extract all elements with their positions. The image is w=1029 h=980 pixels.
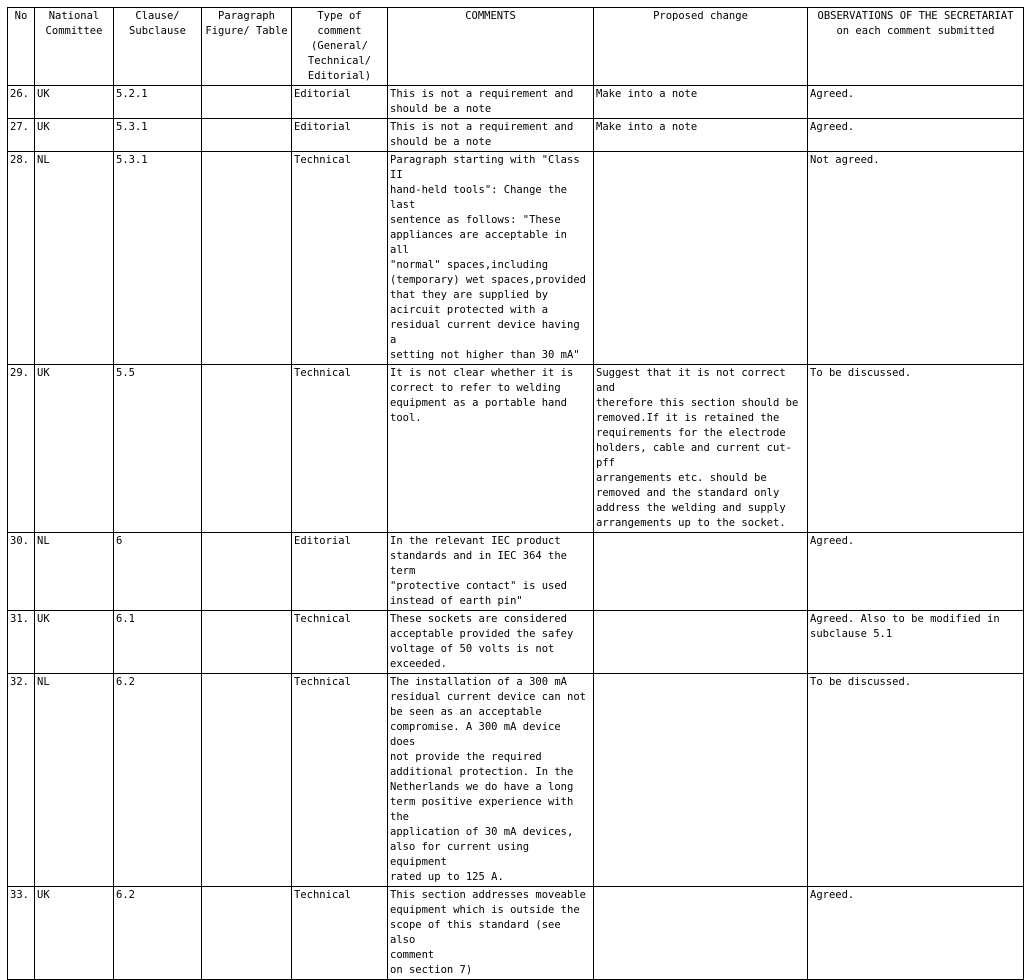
cell-type: Technical [292, 365, 388, 533]
cell-national-committee: NL [35, 152, 114, 365]
cell-observation: Agreed. [808, 119, 1024, 152]
cell-no: 33. [8, 887, 35, 980]
cell-paragraph [202, 365, 292, 533]
table-row [8, 86, 1024, 119]
cell-comment: This section addresses moveable equipment which is outside the scope of this standard (see also comment on section 7) [388, 887, 594, 980]
table-row [8, 365, 1024, 533]
cell-clause: 6 [114, 533, 202, 611]
cell-clause: 5.3.1 [114, 152, 202, 365]
cell-proposed-change [594, 533, 808, 611]
cell-proposed-change [594, 152, 808, 365]
cell-proposed-change: Suggest that it is not correct and therefore this section should be removed.If it is retained the requirements for the electrode holders, cable and current cut-pff arrangements etc. should be removed and the standard only address the welding and supply arrangements up to the socket. [594, 365, 808, 533]
header-observations: OBSERVATIONS OF THE SECRETARIAT on each comment submitted [808, 8, 1024, 86]
cell-type: Editorial [292, 533, 388, 611]
table-row [8, 119, 1024, 152]
cell-proposed-change [594, 611, 808, 674]
cell-comment: It is not clear whether it is correct to refer to welding equipment as a portable hand tool. [388, 365, 594, 533]
cell-comment: These sockets are considered acceptable provided the safey voltage of 50 volts is not exceeded. [388, 611, 594, 674]
table-row [8, 674, 1024, 887]
cell-proposed-change: Make into a note [594, 119, 808, 152]
cell-paragraph [202, 674, 292, 887]
cell-no: 29. [8, 365, 35, 533]
cell-national-committee: UK [35, 119, 114, 152]
cell-comment: The installation of a 300 mA residual current device can not be seen as an acceptable compromise. A 300 mA device does not provide the required additional protection. In the Netherlands we do have a long term positive experience with the application of 30 mA devices, also for current using equipment rated up to 125 A. [388, 674, 594, 887]
cell-paragraph [202, 119, 292, 152]
table-row [8, 533, 1024, 611]
cell-type: Technical [292, 152, 388, 365]
cell-comment: Paragraph starting with "Class II hand-held tools": Change the last sentence as follows: "These appliances are acceptable in all "normal" spaces,including (temporary) wet spaces,provided that they are supplied by acircuit protected with a residual current device having a setting not higher than 30 mA" [388, 152, 594, 365]
header-paragraph: Paragraph Figure/ Table [202, 8, 292, 86]
header-national-committee: National Committee [35, 8, 114, 86]
cell-national-committee: UK [35, 611, 114, 674]
header-no: No [8, 8, 35, 86]
header-proposed-change: Proposed change [594, 8, 808, 86]
cell-national-committee: UK [35, 365, 114, 533]
cell-observation: Agreed. [808, 533, 1024, 611]
cell-clause: 6.2 [114, 887, 202, 980]
cell-observation: To be discussed. [808, 674, 1024, 887]
cell-proposed-change [594, 674, 808, 887]
cell-observation: Agreed. [808, 86, 1024, 119]
cell-clause: 5.3.1 [114, 119, 202, 152]
cell-observation: Agreed. Also to be modified in subclause 5.1 [808, 611, 1024, 674]
cell-clause: 5.5 [114, 365, 202, 533]
cell-observation: Not agreed. [808, 152, 1024, 365]
header-comments: COMMENTS [388, 8, 594, 86]
cell-no: 31. [8, 611, 35, 674]
cell-proposed-change [594, 887, 808, 980]
cell-clause: 5.2.1 [114, 86, 202, 119]
table-row [8, 152, 1024, 365]
cell-no: 26. [8, 86, 35, 119]
cell-national-committee: UK [35, 887, 114, 980]
cell-paragraph [202, 533, 292, 611]
cell-no: 32. [8, 674, 35, 887]
cell-paragraph [202, 152, 292, 365]
cell-type: Technical [292, 674, 388, 887]
header-clause: Clause/ Subclause [114, 8, 202, 86]
comments-table [7, 7, 1024, 980]
cell-clause: 6.1 [114, 611, 202, 674]
header-type: Type of comment (General/ Technical/ Editorial) [292, 8, 388, 86]
table-body [8, 86, 1024, 980]
cell-no: 28. [8, 152, 35, 365]
cell-type: Editorial [292, 86, 388, 119]
cell-type: Technical [292, 887, 388, 980]
cell-paragraph [202, 887, 292, 980]
cell-national-committee: UK [35, 86, 114, 119]
cell-national-committee: NL [35, 533, 114, 611]
cell-clause: 6.2 [114, 674, 202, 887]
table-row [8, 887, 1024, 980]
cell-paragraph [202, 611, 292, 674]
cell-paragraph [202, 86, 292, 119]
cell-type: Technical [292, 611, 388, 674]
cell-no: 30. [8, 533, 35, 611]
cell-no: 27. [8, 119, 35, 152]
cell-observation: To be discussed. [808, 365, 1024, 533]
table-row [8, 611, 1024, 674]
cell-observation: Agreed. [808, 887, 1024, 980]
cell-comment: This is not a requirement and should be a note [388, 86, 594, 119]
cell-comment: This is not a requirement and should be a note [388, 119, 594, 152]
cell-proposed-change: Make into a note [594, 86, 808, 119]
cell-type: Editorial [292, 119, 388, 152]
cell-national-committee: NL [35, 674, 114, 887]
header-row [8, 8, 1024, 86]
cell-comment: In the relevant IEC product standards and in IEC 364 the term "protective contact" is used instead of earth pin" [388, 533, 594, 611]
